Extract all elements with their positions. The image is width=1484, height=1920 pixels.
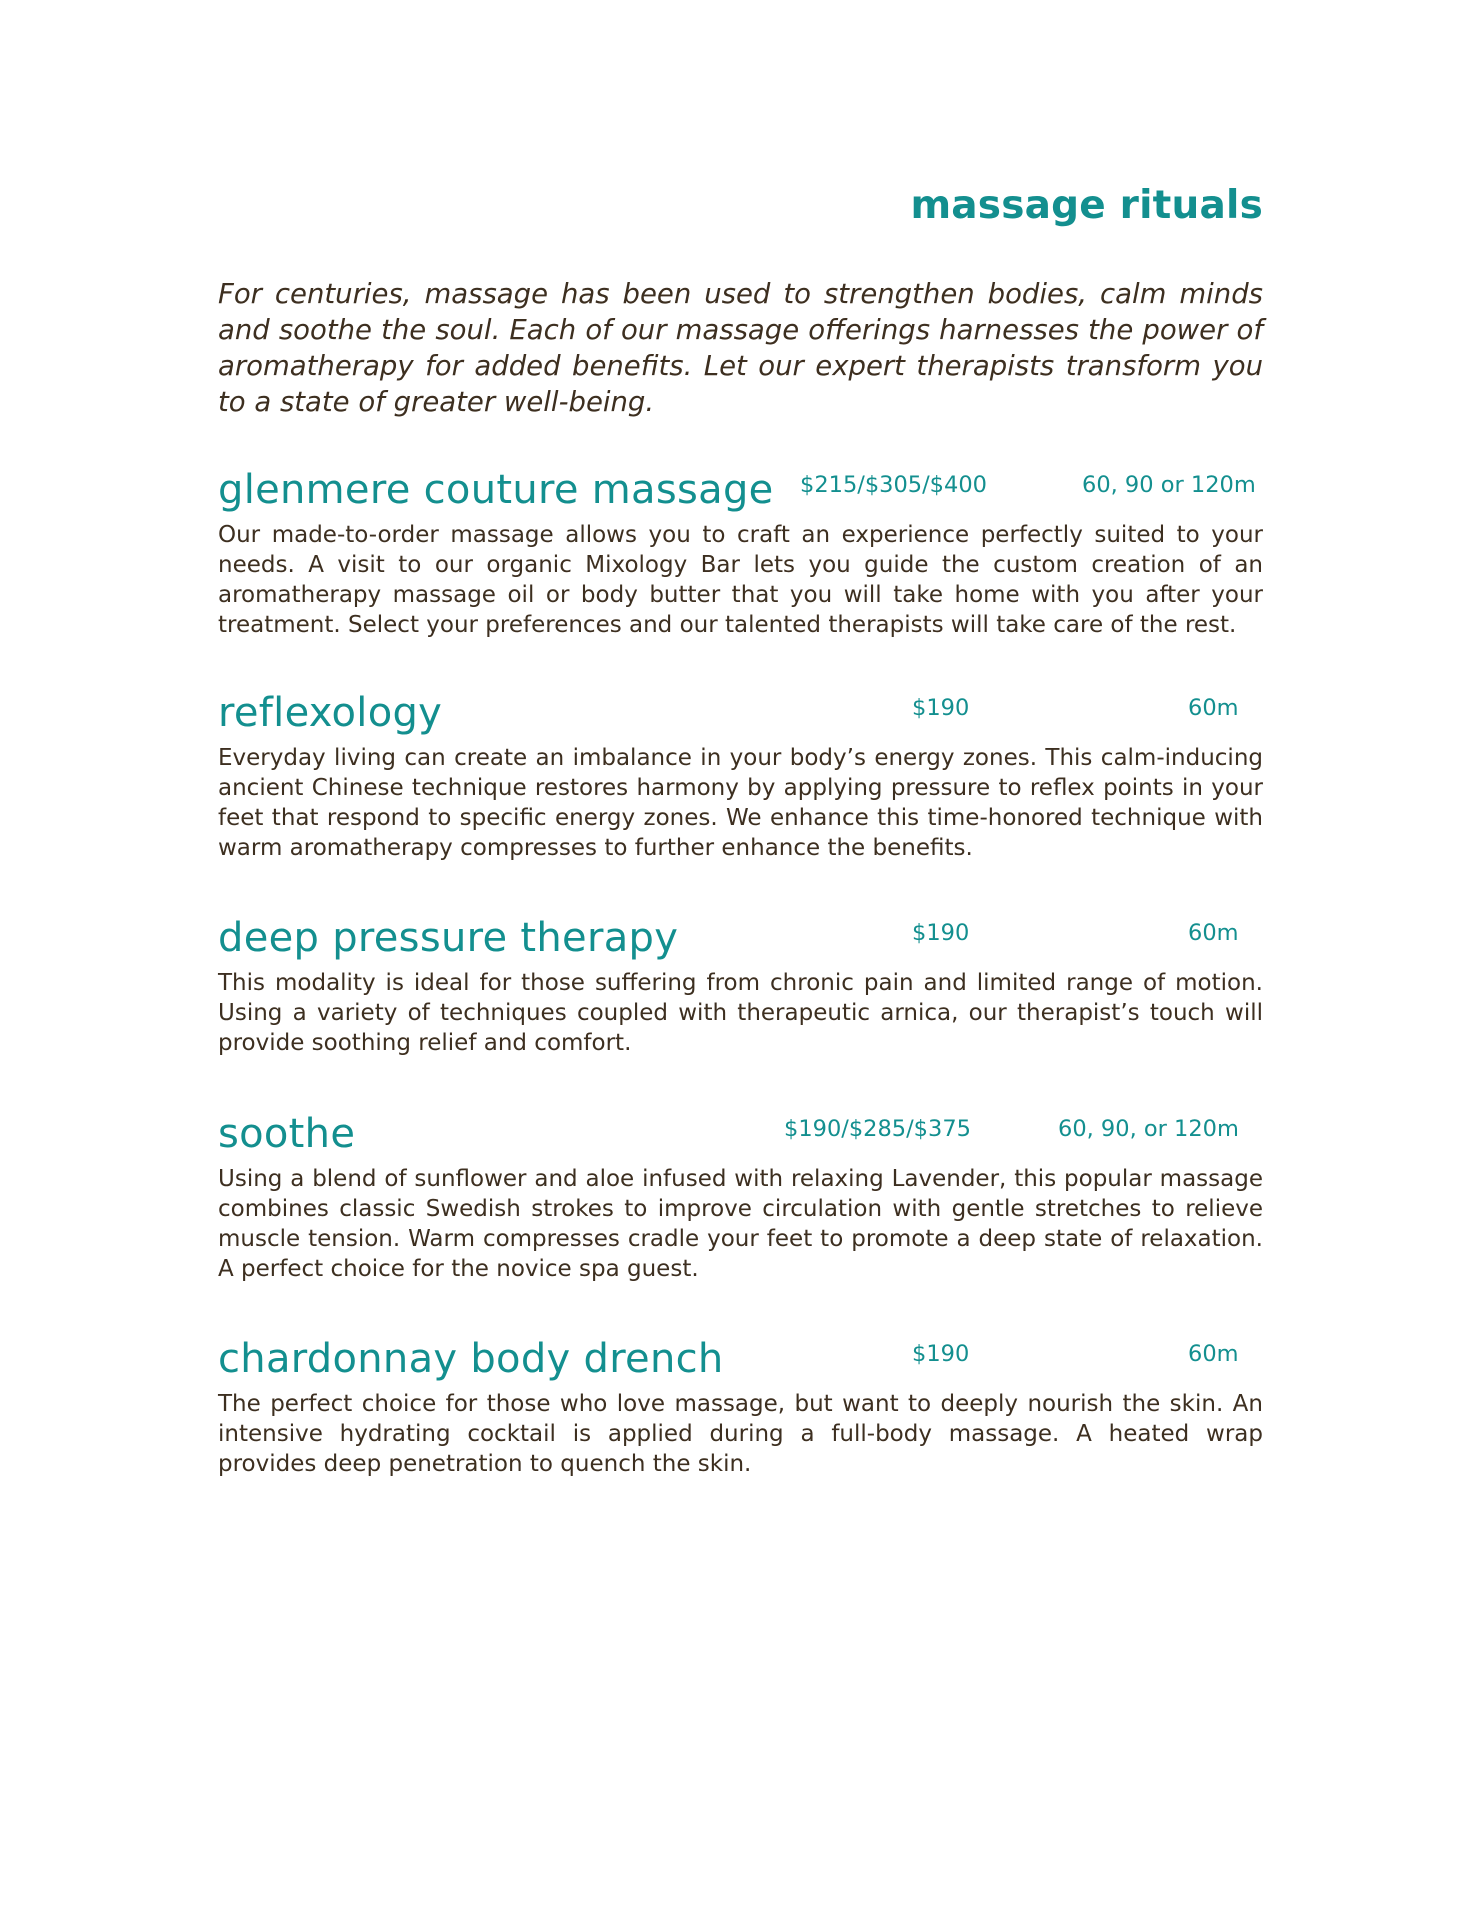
intro-paragraph: For centuries, massage has been used to strengthen bodies, calm minds and soothe the soul. Each of our massage offerings harnesses the power of aromatherapy for added benefits. Let our expert therapists transform you to a state of greater well-being.: [218, 278, 1263, 418]
service-price: $190: [912, 920, 970, 946]
service-price: $190: [912, 695, 970, 721]
service-description: The perfect choice for those who love massage, but want to deeply nourish the skin. An intensive hydrating cocktail is applied during a full-body massage. A heated wrap provides deep penetration to quench the skin.: [218, 1391, 1263, 1477]
service-duration: 60m: [1188, 695, 1239, 721]
page-title: massage rituals: [910, 183, 1263, 228]
service-name: chardonnay body drench: [218, 1336, 724, 1382]
service-duration: 60, 90, or 120m: [1058, 1116, 1239, 1142]
service-price: $190: [912, 1341, 970, 1367]
service-duration: 60m: [1188, 1341, 1239, 1367]
service-price: $190/$285/$375: [784, 1116, 971, 1142]
service-name: soothe: [218, 1111, 356, 1157]
service-duration: 60m: [1188, 920, 1239, 946]
service-name: deep pressure therapy: [218, 915, 679, 961]
service-description: This modality is ideal for those suffering from chronic pain and limited range of motion. Using a variety of techniques coupled with therapeutic arnica, our therapist’s touch will provide soothing relief and comfort.: [218, 970, 1263, 1056]
service-duration: 60, 90 or 120m: [1082, 472, 1256, 498]
service-description: Our made-to-order massage allows you to craft an experience perfectly suited to your needs. A visit to our organic Mixology Bar lets you guide the custom creation of an aromatherapy massage oil or body butter that you will take home with you after your treatment. Select your preferences and our talented therapists will take care of the rest.: [218, 522, 1263, 638]
service-name: glenmere couture massage: [218, 467, 774, 513]
service-name: reflexology: [218, 690, 443, 736]
service-description: Everyday living can create an imbalance in your body’s energy zones. This calm-inducing ancient Chinese technique restores harmony by applying pressure to reflex points in your feet that respond to specific energy zones. We enhance this time-honored technique with warm aromatherapy compresses to further enhance the benefits.: [218, 745, 1263, 861]
service-description: Using a blend of sunflower and aloe infused with relaxing Lavender, this popular massage combines classic Swedish strokes to improve circulation with gentle stretches to relieve muscle tension. Warm compresses cradle your feet to promote a deep state of relaxation. A perfect choice for the novice spa guest.: [218, 1166, 1263, 1282]
service-price: $215/$305/$400: [800, 472, 987, 498]
